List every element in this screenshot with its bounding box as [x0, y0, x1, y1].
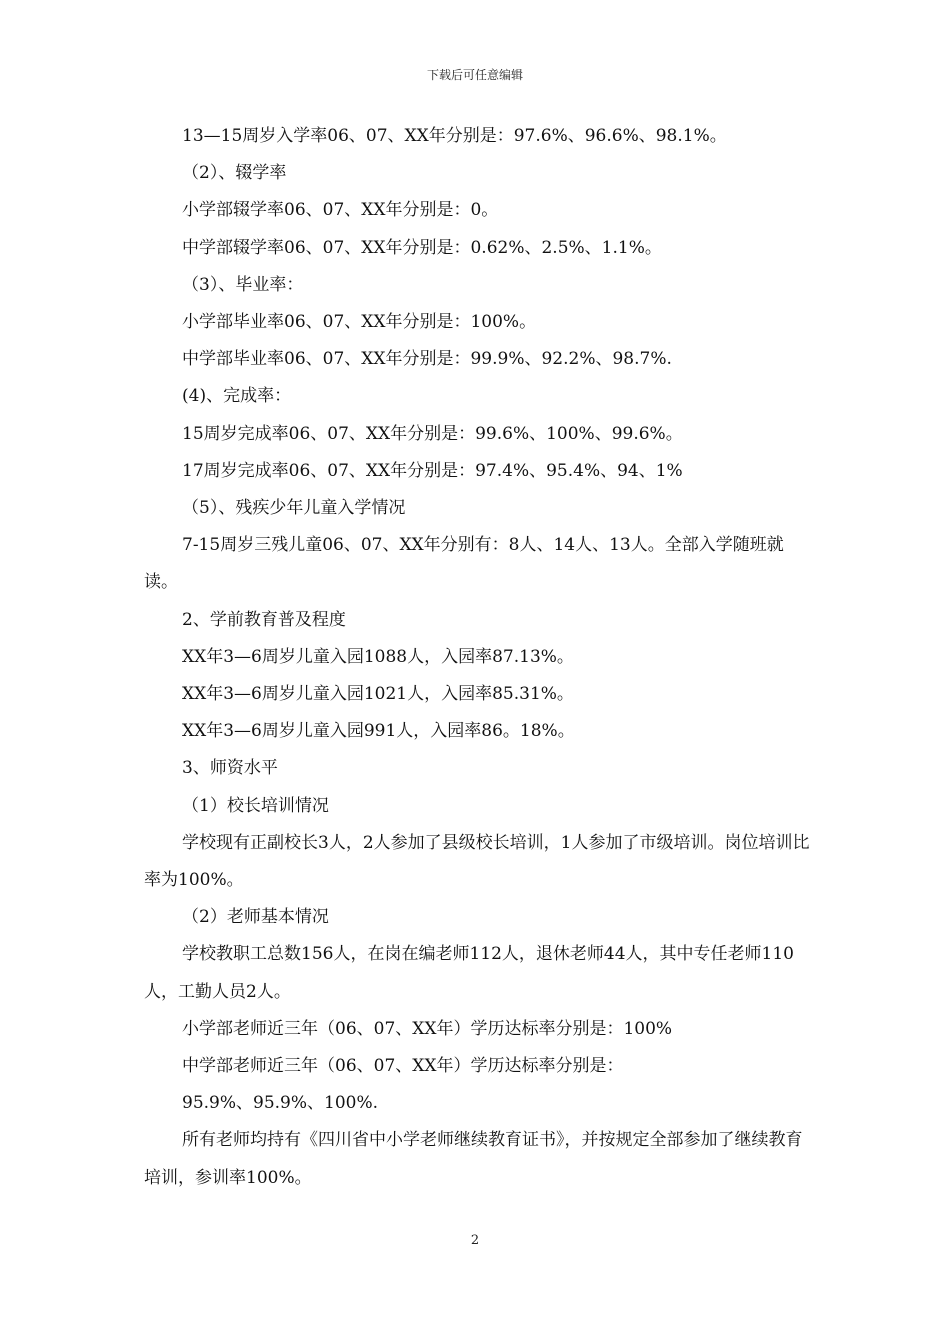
subheading: （1）校长培训情况	[182, 795, 329, 816]
paragraph: 7-15周岁三残儿童06、07、XX年分别有：8人、14人、13人。全部入学随班就读。	[144, 535, 784, 593]
paragraph: 13—15周岁入学率06、07、XX年分别是：97.6%、96.6%、98.1%。	[182, 126, 727, 146]
paragraph: XX年3—6周岁儿童入园991人，入园率86。18%。	[182, 721, 575, 742]
paragraph: 17周岁完成率06、07、XX年分别是：97.4%、95.4%、94、1%	[182, 460, 683, 481]
subheading: （3）、毕业率：	[182, 274, 304, 295]
subheading: （2）、辍学率	[182, 163, 287, 184]
page-number: 2	[470, 1233, 480, 1248]
document-body	[144, 118, 814, 1197]
paragraph: 95.9%、95.9%、100%.	[182, 1093, 379, 1114]
paragraph: XX年3—6周岁儿童入园1021人，入园率85.31%。	[182, 684, 574, 705]
paragraph: 所有老师均持有《四川省中小学老师继续教育证书》，并按规定全部参加了继续教育培训，参训率100%。	[144, 1130, 803, 1188]
page-header: 下载后可任意编辑	[426, 68, 523, 82]
paragraph: 中学部辍学率06、07、XX年分别是：0.62%、2.5%、1.1%。	[182, 237, 662, 258]
paragraph: 学校现有正副校长3人，2人参加了县级校长培训，1人参加了市级培训。岗位培训比率为100%。	[144, 832, 810, 891]
paragraph: 学校教职工总数156人，在岗在编老师112人，退休老师44人，其中专任老师110人，工勤人员2人。	[144, 944, 794, 1002]
paragraph: 小学部毕业率06、07、XX年分别是：100%。	[182, 312, 537, 333]
paragraph: 15周岁完成率06、07、XX年分别是：99.6%、100%、99.6%。	[182, 423, 683, 444]
paragraph: 中学部老师近三年（06、07、XX年）学历达标率分别是：	[182, 1056, 624, 1077]
subheading: （5）、残疾少年儿童入学情况	[182, 498, 406, 519]
paragraph: 小学部辍学率06、07、XX年分别是：0。	[182, 200, 499, 221]
section-heading: 2、学前教育普及程度	[182, 609, 346, 630]
subheading: (4)、完成率：	[182, 386, 292, 407]
paragraph: 中学部毕业率06、07、XX年分别是：99.9%、92.2%、98.7%.	[182, 349, 672, 370]
paragraph: XX年3—6周岁儿童入园1088人，入园率87.13%。	[182, 646, 574, 667]
section-heading: 3、师资水平	[182, 758, 278, 779]
subheading: （2）老师基本情况	[182, 907, 329, 928]
paragraph: 小学部老师近三年（06、07、XX年）学历达标率分别是：100%	[182, 1018, 673, 1039]
